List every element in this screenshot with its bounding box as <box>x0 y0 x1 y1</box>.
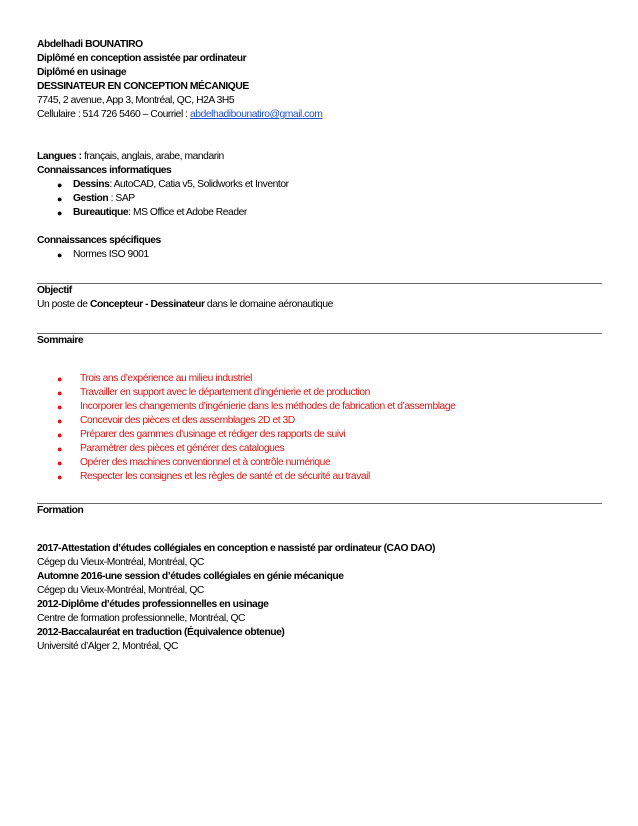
list-item: ● Respecter les consignes et les règles de santé et de sécurité au travail <box>57 471 370 482</box>
bullet-icon: ● <box>57 458 62 468</box>
bullet-icon: ● <box>57 250 62 260</box>
bullet-icon: ● <box>57 416 62 426</box>
bullet-icon: ● <box>57 430 62 440</box>
education-entry-place: Université d’Alger 2, Montréal, QC <box>37 641 178 652</box>
objective-title: Objectif <box>37 285 72 296</box>
contact-prefix: Cellulaire : 514 726 5460 – Courriel : <box>37 109 191 120</box>
education-entry-place: Cégep du Vieux-Montréal, Montréal, QC <box>37 557 204 568</box>
list-item: ● Préparer des gammes d’usinage et rédiger des rapports de suivi <box>57 429 346 440</box>
education-entry-place: Centre de formation professionnelle, Montréal, QC <box>37 613 246 624</box>
objective-text: Un poste de Concepteur - Dessinateur dans le domaine aéronautique <box>37 299 333 310</box>
education-entry-title: 2012-Diplôme d’études professionnelles en usinage <box>37 599 269 610</box>
job-title: DESSINATEUR EN CONCEPTION MÉCANIQUE <box>37 81 249 92</box>
bullet-icon: ● <box>57 208 62 218</box>
email-link[interactable]: abdelhadibounatiro@gmail.com <box>190 109 323 120</box>
list-item: ● Dessins: AutoCAD, Catia v5, Solidworks et Inventor <box>57 179 289 190</box>
candidate-name: Abdelhadi BOUNATIRO <box>37 39 143 50</box>
contact-line <box>37 108 602 122</box>
address: 7745, 2 avenue, App 3, Montréal, QC, H2A 3H5 <box>37 95 235 106</box>
education-entry-place: Cégep du Vieux-Montréal, Montréal, QC <box>37 585 204 596</box>
list-item: ● Opérer des machines conventionnel et à contrôle numérique <box>57 457 331 468</box>
list-item: ● Trois ans d’expérience au milieu industriel <box>57 373 252 384</box>
bullet-icon: ● <box>57 388 62 398</box>
bullet-icon: ● <box>57 180 62 190</box>
summary-list <box>37 372 602 484</box>
bullet-icon: ● <box>57 374 62 384</box>
specific-skills-list <box>37 248 602 262</box>
list-item: ● Gestion : SAP <box>57 193 135 204</box>
resume-page <box>37 38 602 654</box>
summary-title: Sommaire <box>37 335 84 346</box>
bullet-icon: ● <box>57 444 62 454</box>
list-item: ● Travailler en support avec le département d’ingénierie et de production <box>57 387 370 398</box>
diploma-cao: Diplômé en conception assistée par ordinateur <box>37 53 247 64</box>
list-item: ● Incorporer les changements d’ingénierie dans les méthodes de fabrication et d’assemblage <box>57 401 456 412</box>
languages-line <box>37 150 602 164</box>
languages-label: Langues : <box>37 151 82 162</box>
specific-skills-title: Connaissances spécifiques <box>37 235 161 246</box>
diploma-usinage: Diplômé en usinage <box>37 67 127 78</box>
bullet-icon: ● <box>57 194 62 204</box>
education-entry-title: 2017-Attestation d’études collégiales en conception e nassisté par ordinateur (CAO DAO) <box>37 543 435 554</box>
languages-value: français, anglais, arabe, mandarin <box>81 151 224 162</box>
list-item: ● Paramétrer des pièces et générer des catalogues <box>57 443 285 454</box>
education-entry-title: 2012-Baccalauréat en traduction (Équivalence obtenue) <box>37 627 285 638</box>
bullet-icon: ● <box>57 402 62 412</box>
list-item: ● Normes ISO 9001 <box>57 249 149 260</box>
list-item: ● Bureautique: MS Office et Adobe Reader <box>57 207 247 218</box>
education-title: Formation <box>37 505 84 516</box>
bullet-icon: ● <box>57 472 62 482</box>
list-item: ● Concevoir des pièces et des assemblages 2D et 3D <box>57 415 295 426</box>
it-skills-list <box>37 178 602 220</box>
education-entry-title: Automne 2016-une session d’études collégiales en génie mécanique <box>37 571 344 582</box>
it-skills-title: Connaissances informatiques <box>37 165 172 176</box>
